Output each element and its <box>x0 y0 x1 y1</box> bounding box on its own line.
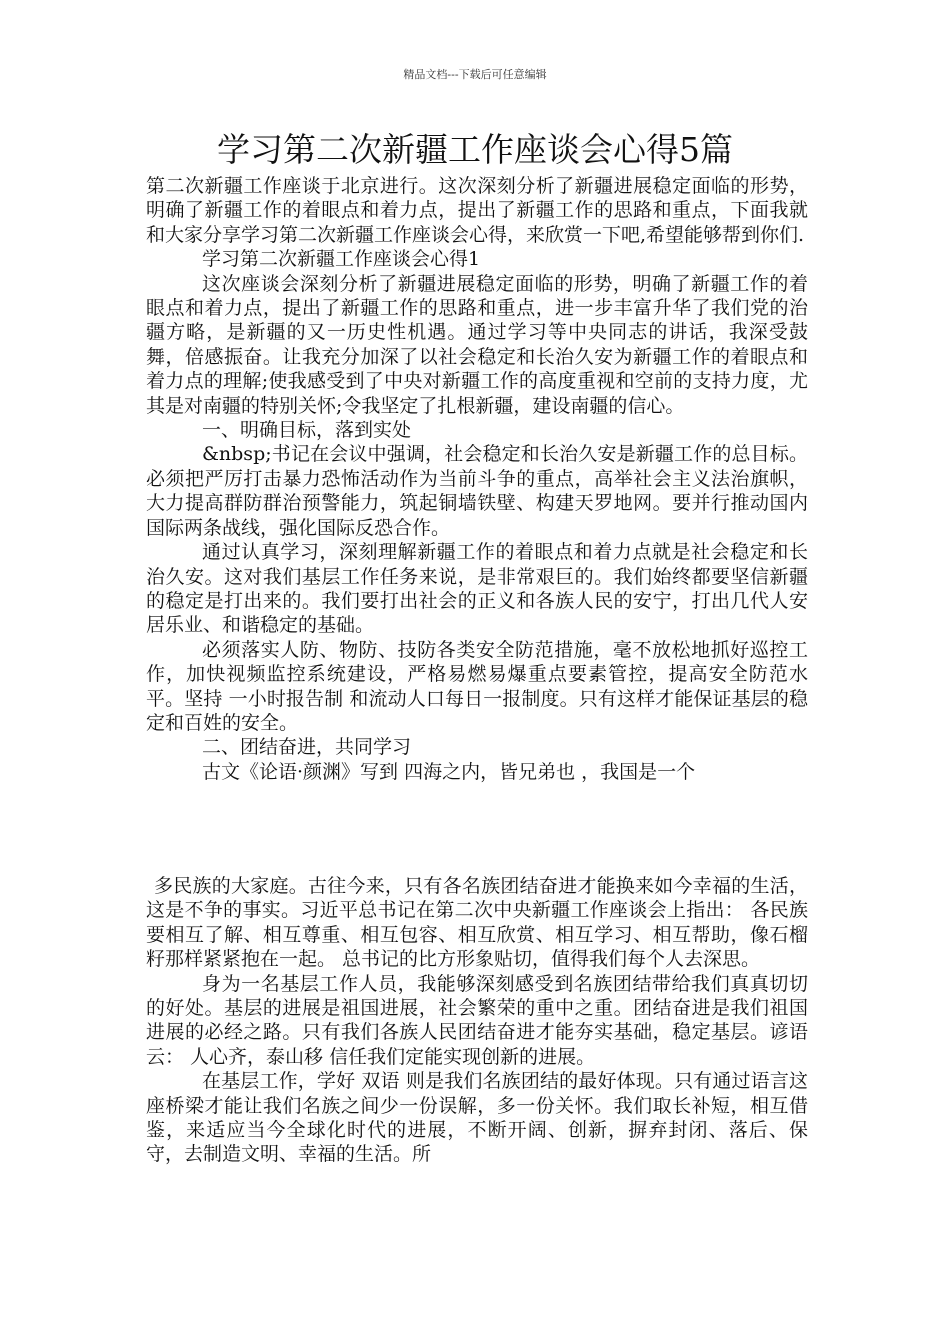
paragraph-1: 这次座谈会深刻分析了新疆进展稳定面临的形势，明确了新疆工作的着眼点和着力点，提出了新疆工作的思路和重点，进一步丰富升华了我们党的治疆方略，是新疆的又一历史性机遇。通过学习等中央同志的讲话，我深受鼓舞，倍感振奋。让我充分加深了以社会稳定和长治久安为新疆工作的着眼点和着力点的理解;使我感受到了中央对新疆工作的高度重视和空前的支持力度，尤其是对南疆的特别关怀;令我坚定了扎根新疆，建设南疆的信心。 <box>146 272 808 417</box>
paragraph-2: &nbsp;书记在会议中强调，社会稳定和长治久安是新疆工作的总目标。必须把严厉打击暴力恐怖活动作为当前斗争的重点，高举社会主义法治旗帜，大力提高群防群治预警能力，筑起铜墙铁壁、构建天罗地网。要并行推动国内国际两条战线，强化国际反恐合作。 <box>146 443 808 539</box>
paragraph-4: 必须落实人防、物防、技防各类安全防范措施，毫不放松地抓好巡控工作，加快视频监控系统建设，严格易燃易爆重点要素管控，提高安全防范水平。坚持 一小时报告制 和流动人口每日一报制度。只有这样才能保证基层的稳定和百姓的安全。 <box>146 638 808 734</box>
section-heading-1: 学习第二次新疆工作座谈会心得1 <box>202 248 481 271</box>
document-body-bottom <box>146 874 808 1167</box>
paragraph-5-continued: 多民族的大家庭。古往今来，只有各名族团结奋进才能换来如今幸福的生活，这是不争的事实。习近平总书记在第二次中央新疆工作座谈会上指出： 各民族要相互了解、相互尊重、相互包容、相互欣赏、相互学习、相互帮助，像石榴籽那样紧紧抱在一起。 总书记的比方形象贴切，值得我们每个人去深思。 <box>146 875 808 971</box>
document-body-top <box>146 174 808 784</box>
paragraph-3: 通过认真学习，深刻理解新疆工作的着眼点和着力点就是社会稳定和长治久安。这对我们基层工作任务来说，是非常艰巨的。我们始终都要坚信新疆的稳定是打出来的。我们要打出社会的正义和各族人民的安宁，打出几代人安居乐业、和谐稳定的基础。 <box>146 541 808 637</box>
intro-paragraph: 第二次新疆工作座谈于北京进行。这次深刻分析了新疆进展稳定面临的形势，明确了新疆工作的着眼点和着力点，提出了新疆工作的思路和重点，下面我就和大家分享学习第二次新疆工作座谈会心得，来欣赏一下吧,希望能够帮到你们. <box>146 175 808 246</box>
subheading-2: 二、团结奋进，共同学习 <box>202 736 412 759</box>
paragraph-6: 身为一名基层工作人员，我能够深刻感受到名族团结带给我们真真切切的好处。基层的进展是祖国进展，社会繁荣的重中之重。团结奋进是我们祖国进展的必经之路。只有我们各族人民团结奋进才能夯实基础，稳定基层。谚语云： 人心齐，泰山移 信任我们定能实现创新的进展。 <box>146 972 808 1068</box>
paragraph-7: 在基层工作，学好 双语 则是我们名族团结的最好体现。只有通过语言这座桥梁才能让我们名族之间少一份误解，多一份关怀。我们取长补短，相互借鉴，来适应当今全球化时代的进展，不断开阔、创新，摒弃封闭、落后、保守，去制造文明、幸福的生活。所 <box>146 1070 808 1166</box>
paragraph-5-start: 古文《论语·颜渊》写到 四海之内，皆兄弟也 ，我国是一个 <box>202 760 696 783</box>
subheading-1: 一、明确目标，落到实处 <box>202 419 412 442</box>
document-title: 学习第二次新疆工作座谈会心得5篇 <box>217 130 733 169</box>
page-header: 精品文档---下载后可任意编辑 <box>403 68 547 81</box>
